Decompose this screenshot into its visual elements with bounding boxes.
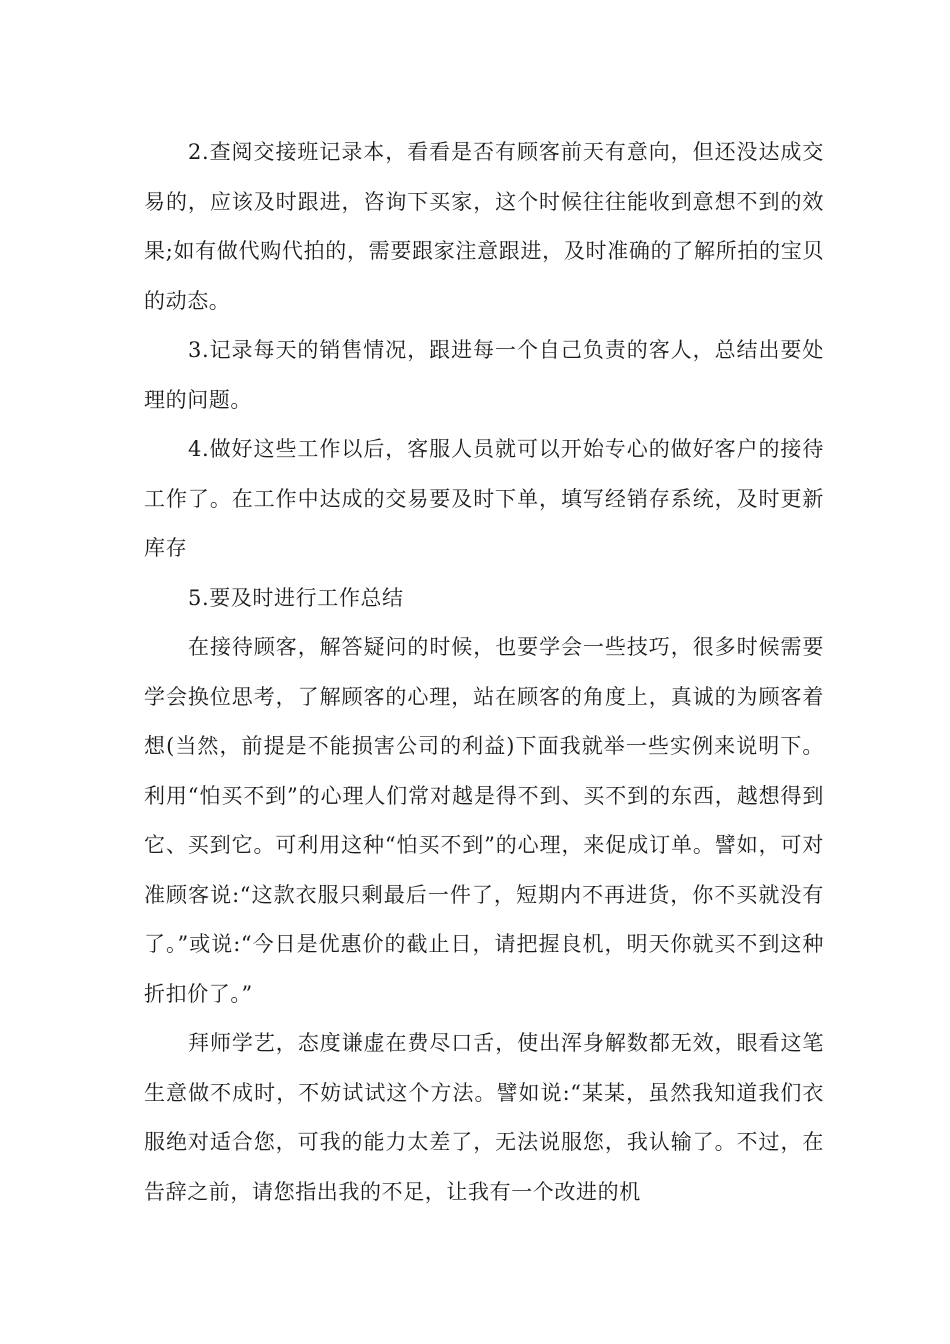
paragraph-item-5: 5.要及时进行工作总结 [188, 585, 404, 610]
paragraph-item-4: 4.做好这些工作以后，客服人员就可以开始专心的做好客户的接待工作了。在工作中达成的交易要及时下单，填写经销存系统，及时更新库存 [144, 437, 824, 560]
paragraph-item-2: 2.查阅交接班记录本，看看是否有顾客前天有意向，但还没达成交易的，应该及时跟进，咨询下买家，这个时候往往能收到意想不到的效果;如有做代购代拍的，需要跟家注意跟进，及时准确的了解所拍的宝贝的动态。 [144, 140, 824, 313]
paragraph-reception-tips: 在接待顾客，解答疑问的时候，也要学会一些技巧，很多时候需要学会换位思考，了解顾客的心理，站在顾客的角度上，真诚的为顾客着想(当然，前提是不能损害公司的利益)下面我就举一些实例来说明下。利用“怕买不到”的心理人们常对越是得不到、买不到的东西，越想得到它、买到它。可利用这种“怕买不到”的心理，来促成订单。譬如，可对准顾客说:“这款衣服只剩最后一件了，短期内不再进货，你不买就没有了。”或说:“今日是优惠价的截止日，请把握良机，明天你就买不到这种折扣价了。” [144, 635, 824, 1006]
document-body [144, 128, 824, 1217]
paragraph-humble-approach: 拜师学艺，态度谦虚在费尽口舌，使出浑身解数都无效，眼看这笔生意做不成时，不妨试试这个方法。譬如说:“某某，虽然我知道我们衣服绝对适合您，可我的能力太差了，无法说服您，我认输了。不过，在告辞之前，请您指出我的不足，让我有一个改进的机 [144, 1031, 824, 1204]
paragraph-item-3: 3.记录每天的销售情况，跟进每一个自己负责的客人，总结出要处理的问题。 [144, 338, 824, 412]
